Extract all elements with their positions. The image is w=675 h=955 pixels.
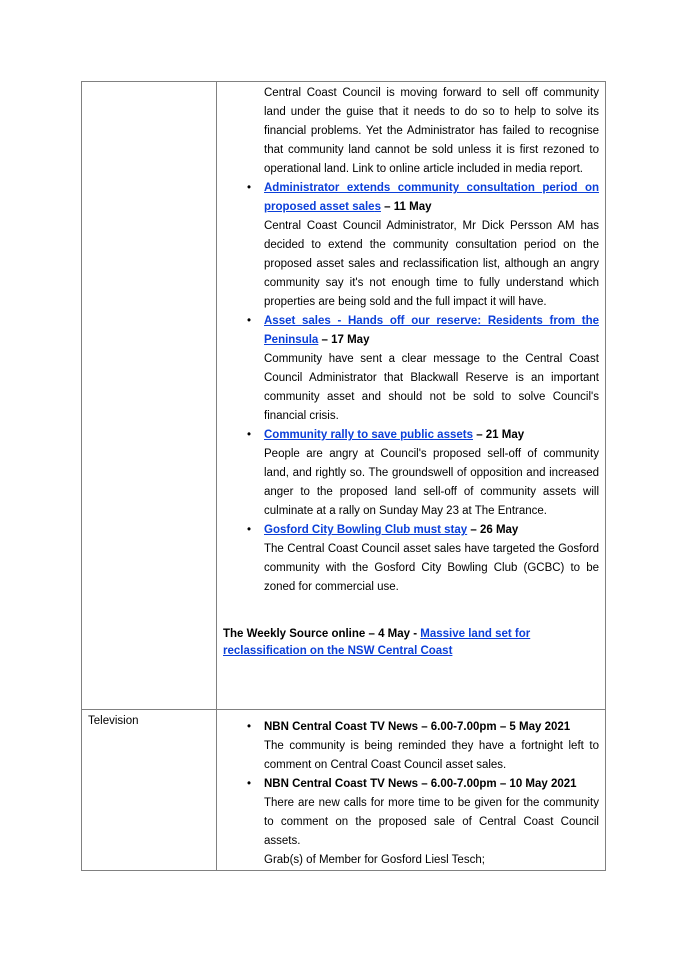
article-summary: People are angry at Council's proposed sell-off of community land, and rightly so. The groundswell of opposition and increased anger to the proposed land sell-off of community assets will culminate at a rally on Sunday May 23 at The Entrance.	[264, 448, 599, 517]
television-cell	[217, 710, 605, 870]
article-summary: Central Coast Council Administrator, Mr Dick Persson AM has decided to extend the community consultation period on the proposed asset sales and reclassification list, although an angry community say it's not enough time to fully understand which properties are being sold and the full impact it will have.	[264, 220, 599, 308]
row-label-television: Television	[88, 715, 139, 727]
intro-paragraph: Central Coast Council is moving forward to sell off community land under the guise that it needs to do so to help to solve its financial problems. Yet the Administrator has failed to recognise that community land cannot be sold unless it is first rezoned to operational land. Link to online article included in media report.	[264, 87, 599, 175]
broadcast-title: NBN Central Coast TV News – 6.00-7.00pm – 10 May 2021	[264, 778, 577, 790]
list-item	[223, 718, 599, 737]
article-link[interactable]: Community rally to save public assets	[264, 429, 473, 441]
article-date: – 21 May	[473, 429, 525, 441]
bullet-icon: •	[247, 778, 252, 790]
article-date: – 11 May	[380, 201, 432, 213]
weekly-source-entry	[223, 626, 599, 660]
bullet-icon: •	[247, 315, 252, 327]
broadcast-grab: Grab(s) of Member for Gosford Liesl Tesch;	[264, 854, 485, 866]
bullet-icon: •	[247, 429, 252, 441]
article-link[interactable]: Gosford City Bowling Club must stay	[264, 524, 468, 536]
bullet-icon: •	[247, 721, 252, 733]
article-link-tail[interactable]: s	[374, 201, 381, 213]
list-item	[223, 775, 599, 794]
broadcast-title: NBN Central Coast TV News – 6.00-7.00pm – 5 May 2021	[264, 721, 571, 733]
article-date: – 17 May	[318, 334, 370, 346]
weekly-source-label: The Weekly Source online – 4 May -	[223, 628, 421, 640]
weekly-source-link[interactable]: Massive land set for reclassification on the NSW Central Coast	[223, 628, 531, 657]
article-summary: Community have sent a clear message to the Central Coast Council Administrator that Blackwall Reserve is an important community asset and should not be sold to solve Council's financial crisis.	[264, 353, 599, 422]
article-date: – 26 May	[467, 524, 519, 536]
media-report-table	[81, 81, 606, 871]
list-item	[223, 312, 599, 350]
article-link[interactable]: Asset sales - Hands off our reserve: Residents from the Peninsula	[264, 315, 599, 346]
online-media-cell	[217, 82, 605, 660]
bullet-icon: •	[247, 182, 252, 194]
article-summary: The Central Coast Council asset sales have targeted the Gosford community with the Gosford City Bowling Club (GCBC) to be zoned for commercial use.	[264, 543, 599, 593]
list-item	[223, 521, 599, 540]
broadcast-summary: There are new calls for more time to be given for the community to comment on the proposed sale of Central Coast Council assets.	[264, 797, 599, 847]
bullet-icon: •	[247, 524, 252, 536]
broadcast-summary: The community is being reminded they have a fortnight left to comment on Central Coast Council asset sales.	[264, 740, 599, 771]
list-item	[223, 179, 599, 217]
list-item	[223, 426, 599, 445]
article-link[interactable]: Administrator extends community consultation period on proposed asset sale	[264, 182, 599, 213]
